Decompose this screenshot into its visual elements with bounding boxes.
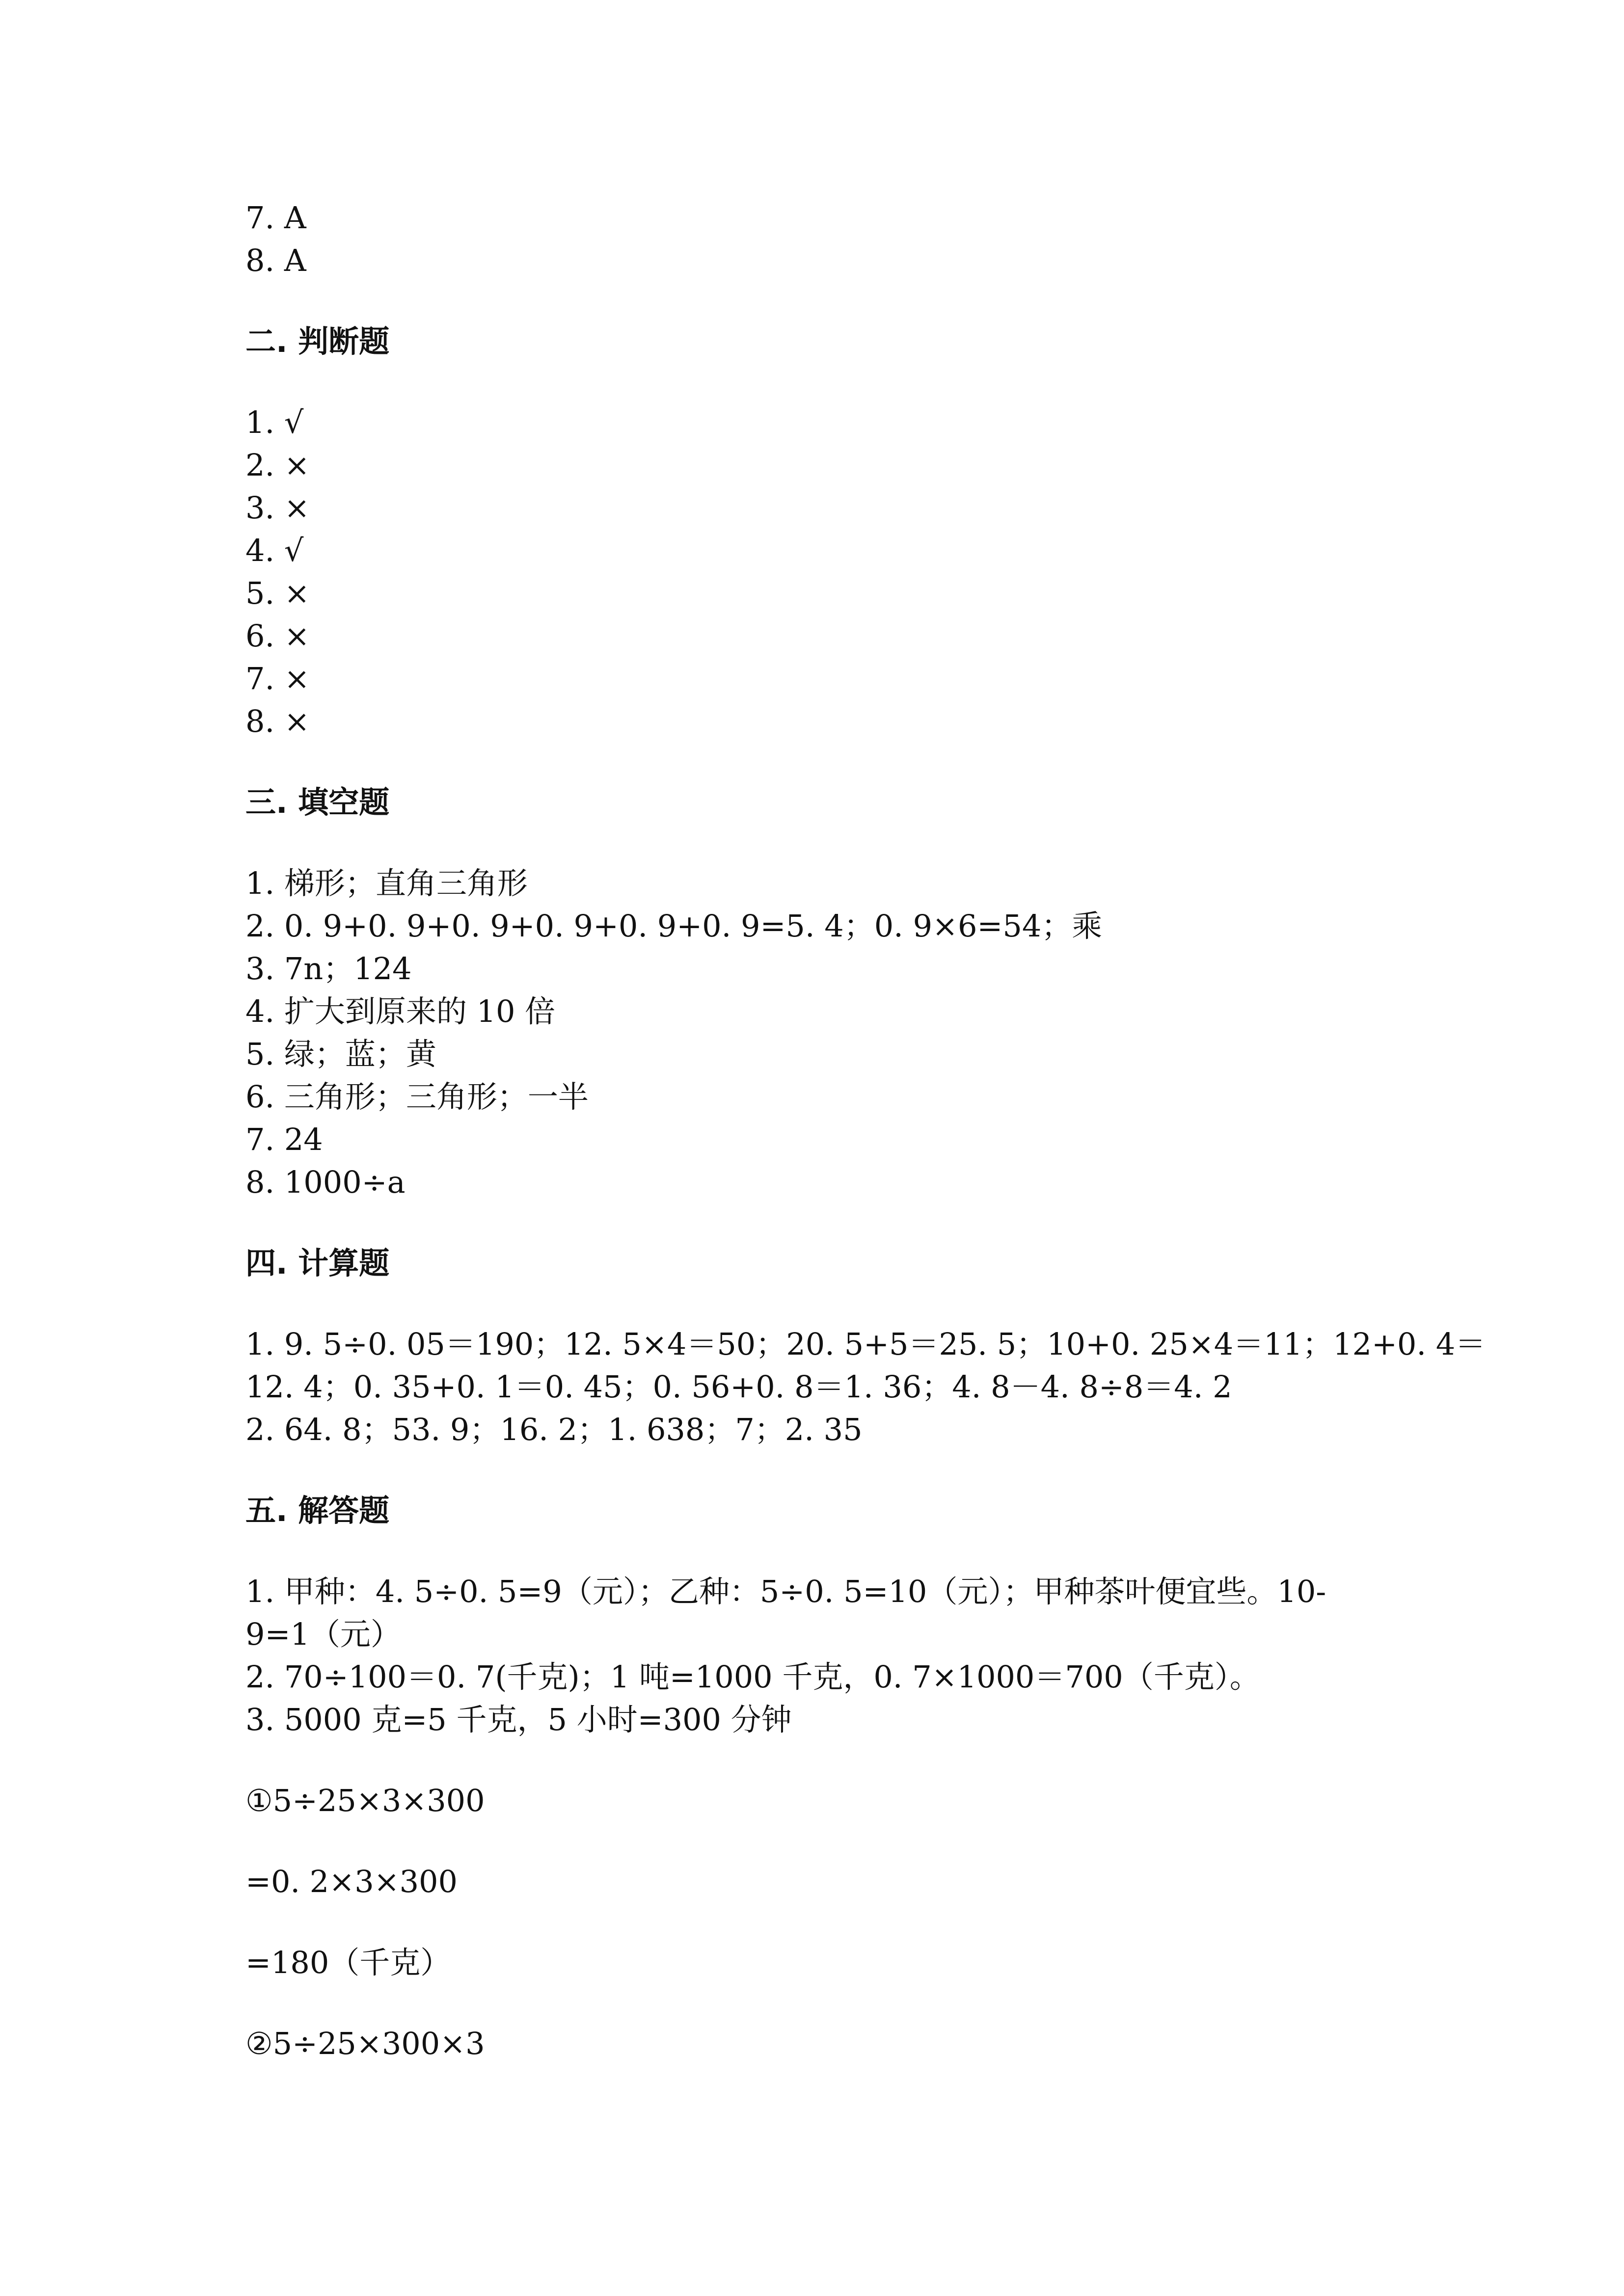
answer-line: 8. × [245, 703, 310, 739]
answer-line: 5. × [245, 575, 310, 611]
answer-line: 8. 1000÷a [245, 1164, 406, 1200]
answer-line: 6. × [245, 618, 310, 654]
solution-step: =0. 2×3×300 [245, 1864, 458, 1899]
solution-step: ②5÷25×300×3 [245, 2026, 485, 2061]
answer-page [245, 196, 1486, 2065]
answer-line: 3. 7n；124 [245, 951, 412, 987]
answer-line: 4. √ [245, 533, 304, 568]
answer-line: 2. 64. 8；53. 9；16. 2；1. 638；7；2. 35 [245, 1412, 863, 1447]
answer-line: 2. × [245, 447, 310, 483]
word-problem-answers [245, 1570, 1375, 1741]
solution-step: =180（千克） [245, 1945, 451, 1980]
answer-line: 2. 70÷100＝0. 7(千克)；1 吨=1000 千克，0. 7×1000＝700（千克）。 [245, 1659, 1260, 1695]
answer-line: 6. 三角形；三角形；一半 [245, 1079, 589, 1115]
solution-steps [245, 1779, 1375, 2065]
answer-line: 8. A [245, 242, 306, 278]
answer-line: 1. 甲种：4. 5÷0. 5=9（元）；乙种：5÷0. 5=10（元）；甲种茶叶便宜些。10- [245, 1574, 1326, 1609]
section-title-fill-blank: 三. 填空题 [245, 784, 390, 820]
section-title-calculation: 四. 计算题 [245, 1245, 390, 1281]
answer-line: 7. 24 [245, 1121, 323, 1157]
answer-line: 12. 4；0. 35+0. 1＝0. 45；0. 56+0. 8＝1. 36；4. 8－4. 8÷8＝4. 2 [245, 1369, 1232, 1405]
judgement-answers [245, 401, 1375, 743]
answer-line: 2. 0. 9+0. 9+0. 9+0. 9+0. 9+0. 9=5. 4；0. 9×6=54；乘 [245, 908, 1103, 944]
answer-line: 4. 扩大到原来的 10 倍 [245, 993, 556, 1029]
answer-line: 1. 梯形；直角三角形 [245, 865, 528, 901]
answer-line: 7. A [245, 200, 306, 236]
fill-blank-answers [245, 862, 1375, 1203]
section-title-judgement: 二. 判断题 [245, 323, 390, 359]
answer-line: 3. × [245, 490, 310, 526]
calculation-answers [245, 1323, 1486, 1451]
answer-line: 1. 9. 5÷0. 05＝190；12. 5×4＝50；20. 5+5＝25. 5；10+0. 25×4＝11；12+0. 4＝ [245, 1326, 1486, 1362]
answer-line: 5. 绿；蓝；黄 [245, 1036, 436, 1072]
choice-answers-tail [245, 196, 1375, 282]
solution-step: ①5÷25×3×300 [245, 1783, 485, 1818]
answer-line: 9=1（元） [245, 1616, 401, 1652]
section-title-word-problems: 五. 解答题 [245, 1493, 390, 1528]
answer-line: 7. × [245, 661, 310, 696]
answer-line: 3. 5000 克=5 千克，5 小时=300 分钟 [245, 1702, 792, 1737]
answer-line: 1. √ [245, 404, 304, 440]
